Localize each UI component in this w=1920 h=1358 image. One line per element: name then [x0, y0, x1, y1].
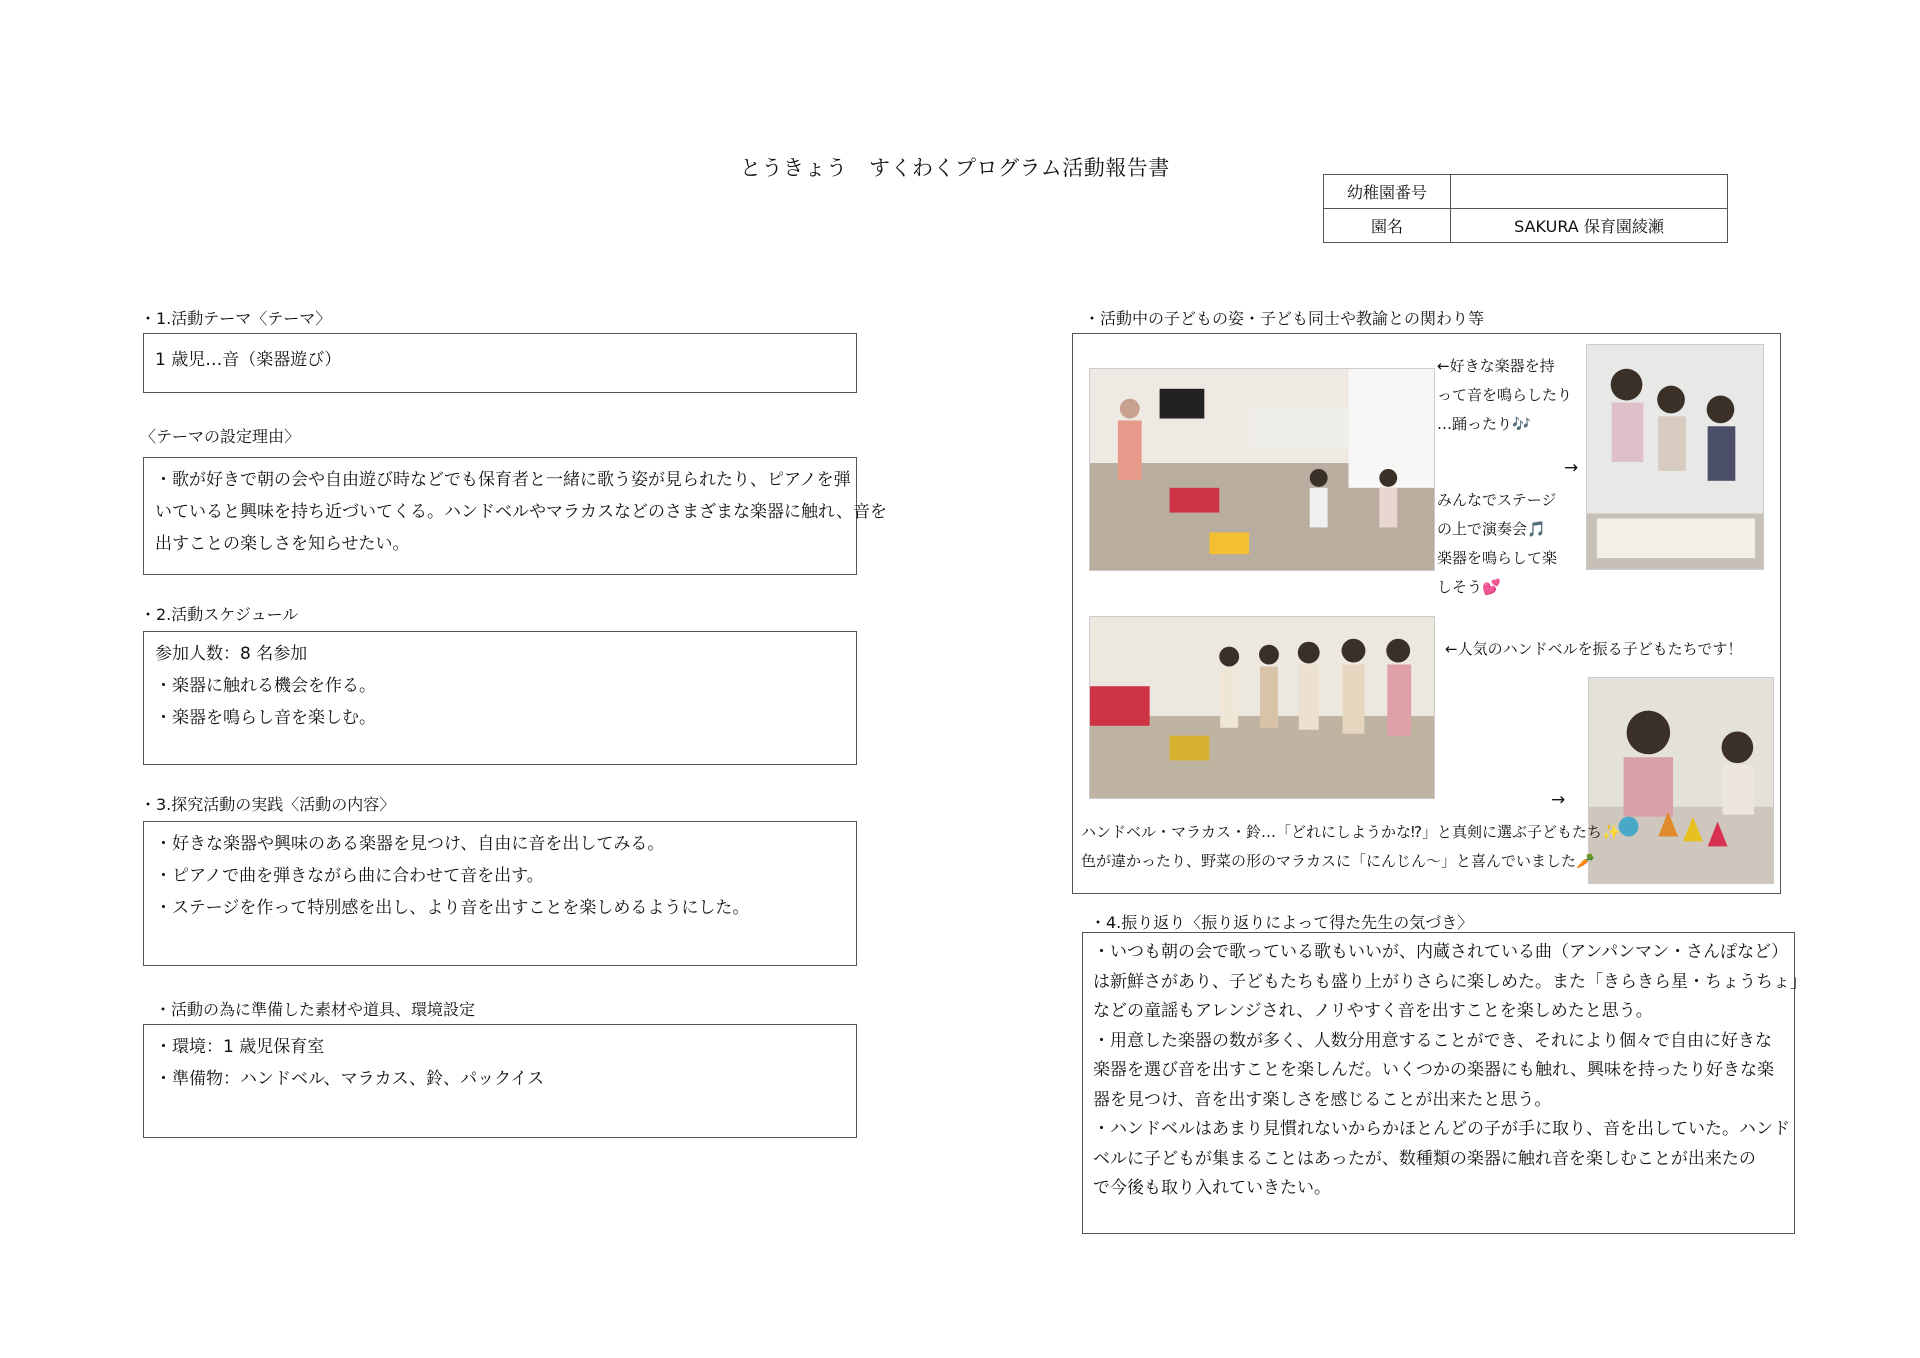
- reflection-line: で今後も取り入れていきたい。: [1093, 1178, 1331, 1198]
- theme-value: 1 歳児…音（楽器遊び）: [155, 350, 342, 370]
- reason-line: 出すことの楽しさを知らせたい。: [155, 534, 410, 554]
- caption-line: みんなでステージ: [1437, 491, 1557, 509]
- theme-label: ・1.活動テーマ〈テーマ〉: [140, 309, 332, 328]
- kindergarten-name-label: 園名: [1324, 209, 1451, 243]
- practice-box: [143, 821, 857, 966]
- kindergarten-no-label: 幼稚園番号: [1324, 175, 1451, 209]
- reason-label: 〈テーマの設定理由〉: [140, 427, 301, 446]
- reason-box: [143, 457, 888, 575]
- kindergarten-info-table: [1323, 174, 1728, 243]
- materials-line: ・環境：1 歳児保育室: [155, 1037, 325, 1057]
- reason-line: ・歌が好きで朝の会や自由遊び時などでも保育者と一緒に歌う姿が見られたり、ピアノを弾: [155, 470, 851, 490]
- reason-line: いていると興味を持ち近づいてくる。ハンドベルやマラカスなどのさまざまな楽器に触れ、音を: [155, 502, 888, 522]
- caption-choosing: [1081, 818, 1621, 876]
- reflection-line: ・いつも朝の会で歌っている歌もいいが、内蔵されている曲（アンパンマン・さんぽなど）: [1093, 942, 1789, 962]
- caption-line: 色が違かったり、野菜の形のマラカスに「にんじん～」と喜んでいました🥕: [1081, 852, 1595, 870]
- arrow-right-icon: →: [1551, 790, 1566, 810]
- reflection-line: などの童謡もアレンジされ、ノリやすく音を出すことを楽しめたと思う。: [1093, 1001, 1653, 1021]
- schedule-line: ・楽器を鳴らし音を楽しむ。: [155, 708, 376, 728]
- reflection-line: ・用意した楽器の数が多く、人数分用意することができ、それにより個々で自由に好きな: [1093, 1030, 1772, 1051]
- caption-favorite: [1437, 352, 1572, 439]
- caption-line: 楽器を鳴らして楽: [1437, 549, 1558, 567]
- schedule-label: ・2.活動スケジュール: [140, 605, 299, 624]
- kindergarten-no-value: [1451, 175, 1728, 209]
- children-label: ・活動中の子どもの姿・子ども同士や教諭との関わり等: [1084, 309, 1485, 328]
- materials-label: ・活動の為に準備した素材や道具、環境設定: [155, 1000, 476, 1019]
- reflection-label: ・4.振り返り〈振り返りによって得た先生の気づき〉: [1090, 913, 1474, 932]
- caption-line: ←好きな楽器を持: [1437, 357, 1555, 375]
- schedule-line: 参加人数：8 名参加: [155, 644, 308, 664]
- kindergarten-name-value: SAKURA 保育園綾瀬: [1451, 209, 1728, 243]
- practice-label: ・3.探究活動の実践〈活動の内容〉: [140, 795, 396, 814]
- caption-line: の上で演奏会🎵: [1437, 520, 1546, 538]
- materials-box: [143, 1024, 857, 1138]
- stage-photo: [1586, 344, 1764, 570]
- page-title: とうきょう すくわくプログラム活動報告書: [740, 156, 1170, 180]
- theme-box: [143, 333, 857, 393]
- practice-line: ・ピアノで曲を弾きながら曲に合わせて音を出す。: [155, 866, 544, 886]
- practice-line: ・ステージを作って特別感を出し、より音を出すことを楽しめるようにした。: [155, 898, 750, 918]
- materials-line: ・準備物：ハンドベル、マラカス、鈴、パックイス: [155, 1069, 545, 1089]
- caption-stage: [1437, 486, 1557, 602]
- caption-handbell: ←人気のハンドベルを振る子どもたちです！: [1445, 640, 1743, 658]
- caption-line: しそう💕: [1437, 578, 1501, 596]
- reflection-line: 器を見つけ、音を出す楽しさを感じることが出来たと思う。: [1093, 1089, 1552, 1110]
- reflection-line: は新鮮さがあり、子どもたちも盛り上がりさらに楽しめた。また「きらきら星・ちょうちょ」: [1093, 971, 1807, 992]
- handbell-line-photo: [1089, 616, 1435, 799]
- photo-panel: [1072, 333, 1781, 894]
- reflection-box: [1082, 932, 1807, 1234]
- caption-line: …踊ったり🎶: [1437, 415, 1531, 433]
- schedule-line: ・楽器に触れる機会を作る。: [155, 676, 376, 696]
- reflection-line: ・ハンドベルはあまり見慣れないからかほとんどの子が手に取り、音を出していた。ハンド: [1093, 1119, 1790, 1139]
- reflection-line: ベルに子どもが集まることはあったが、数種類の楽器に触れ音を楽しむことが出来たの: [1093, 1148, 1756, 1169]
- caption-line: って音を鳴らしたり: [1437, 386, 1573, 404]
- practice-line: ・好きな楽器や興味のある楽器を見つけ、自由に音を出してみる。: [155, 834, 665, 854]
- classroom-photo-1: [1089, 368, 1435, 571]
- arrow-right-icon: →: [1564, 458, 1579, 478]
- reflection-line: 楽器を選び音を出すことを楽しんだ。いくつかの楽器にも触れ、興味を持ったり好きな楽: [1093, 1060, 1775, 1080]
- caption-line: ハンドベル・マラカス・鈴…「どれにしようかな⁉」と真剣に選ぶ子どもたち✨: [1081, 823, 1621, 841]
- schedule-box: [143, 631, 857, 765]
